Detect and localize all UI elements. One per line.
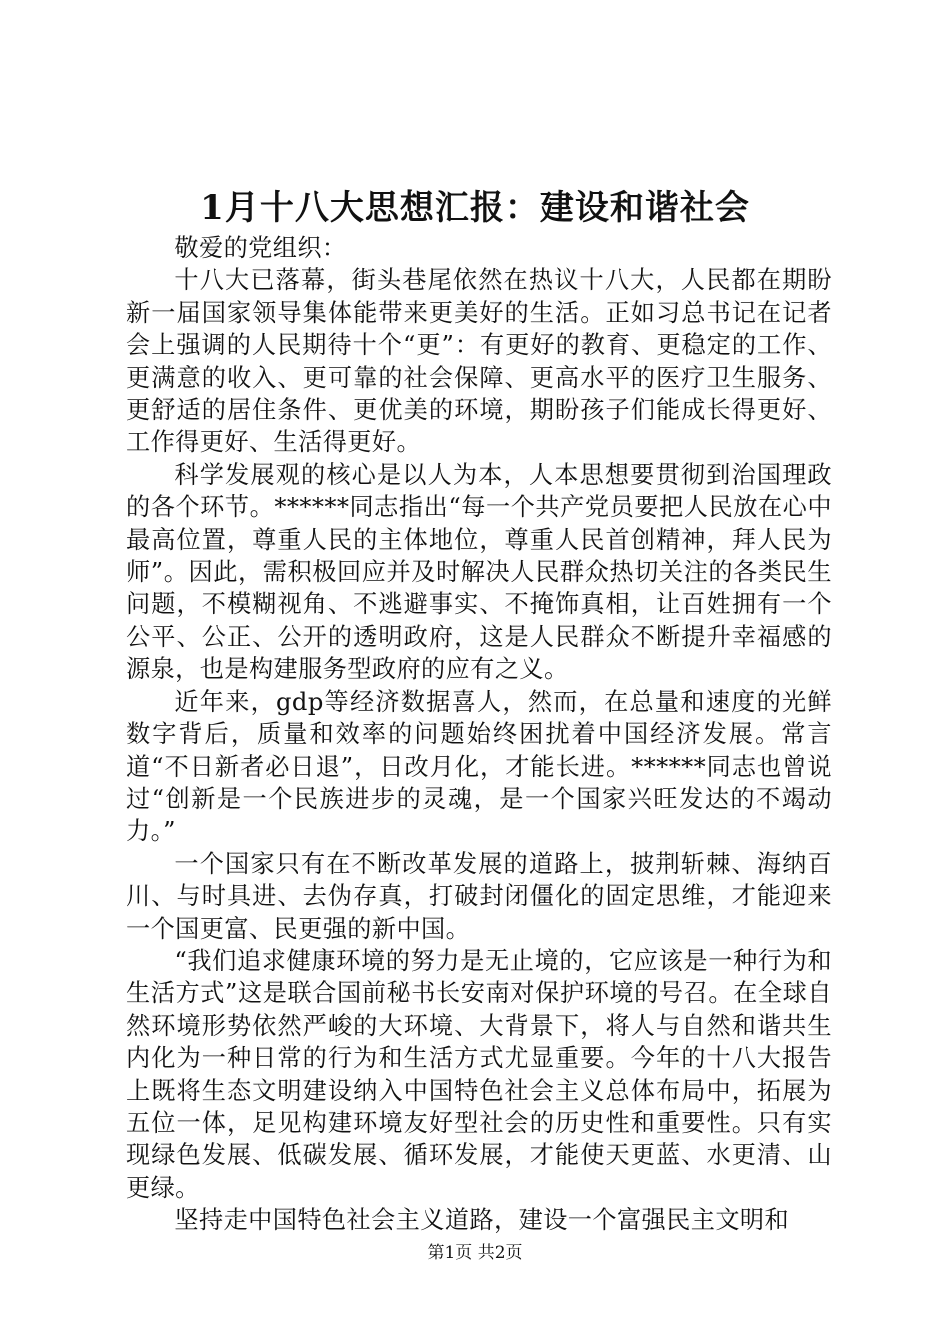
paragraph-6: 坚持走中国特色社会主义道路，建设一个富强民主文明和: [174, 1206, 790, 1235]
paragraph-5: “我们追求健康环境的努力是无止境的，它应该是一种行为和生活方式”这是联合国前秘书长安南对保护环境的号召。在全球自然环境形势依然严峻的大环境、大背景下，将人与自然和谐共生内化为一种日常的行为和生活方式尤显重要。今年的十八大报告上既将生态文明建设纳入中国特色社会主义总体布局中，拓展为五位一体，足见构建环境友好型社会的历史性和重要性。只有实现绿色发展、低碳发展、循环发展，才能使天更蓝、水更清、山更绿。: [126, 946, 832, 1202]
paragraph-4: 一个国家只有在不断改革发展的道路上，披荆斩棘、海纳百川、与时具进、去伪存真，打破封闭僵化的固定思维，才能迎来一个国更富、民更强的新中国。: [126, 849, 832, 943]
document-title: 1月十八大思想汇报：建设和谐社会: [200, 188, 750, 228]
paragraph-1: 十八大已落幕，街头巷尾依然在热议十八大，人民都在期盼新一届国家领导集体能带来更美好的生活。正如习总书记在记者会上强调的人民期待十个“更”：有更好的教育、更稳定的工作、更满意的收入、更可靠的社会保障、更高水平的医疗卫生服务、更舒适的居住条件、更优美的环境，期盼孩子们能成长得更好、工作得更好、生活得更好。: [126, 266, 832, 457]
paragraph-3: 近年来，gdp等经济数据喜人，然而，在总量和速度的光鲜数字背后，质量和效率的问题始终困扰着中国经济发展。常言道“不日新者必日退”，日改月化，才能长进。******同志也曾说过“创新是一个民族进步的灵魂，是一个国家兴旺发达的不竭动力。”: [126, 687, 832, 846]
paragraph-2: 科学发展观的核心是以人为本，人本思想要贯彻到治国理政的各个环节。******同志指出“每一个共产党员要把人民放在心中最高位置，尊重人民的主体地位，尊重人民首创精神，拜人民为师”。因此，需积极回应并及时解决人民群众热切关注的各类民生问题，不模糊视角、不逃避事实、不掩饰真相，让百姓拥有一个公平、公正、公开的透明政府，这是人民群众不断提升幸福感的源泉，也是构建服务型政府的应有之义。: [126, 460, 832, 684]
page-footer: 第1页 共2页: [427, 1243, 523, 1263]
salutation: 敬爱的党组织：: [174, 234, 347, 262]
document-body: [126, 232, 832, 1237]
